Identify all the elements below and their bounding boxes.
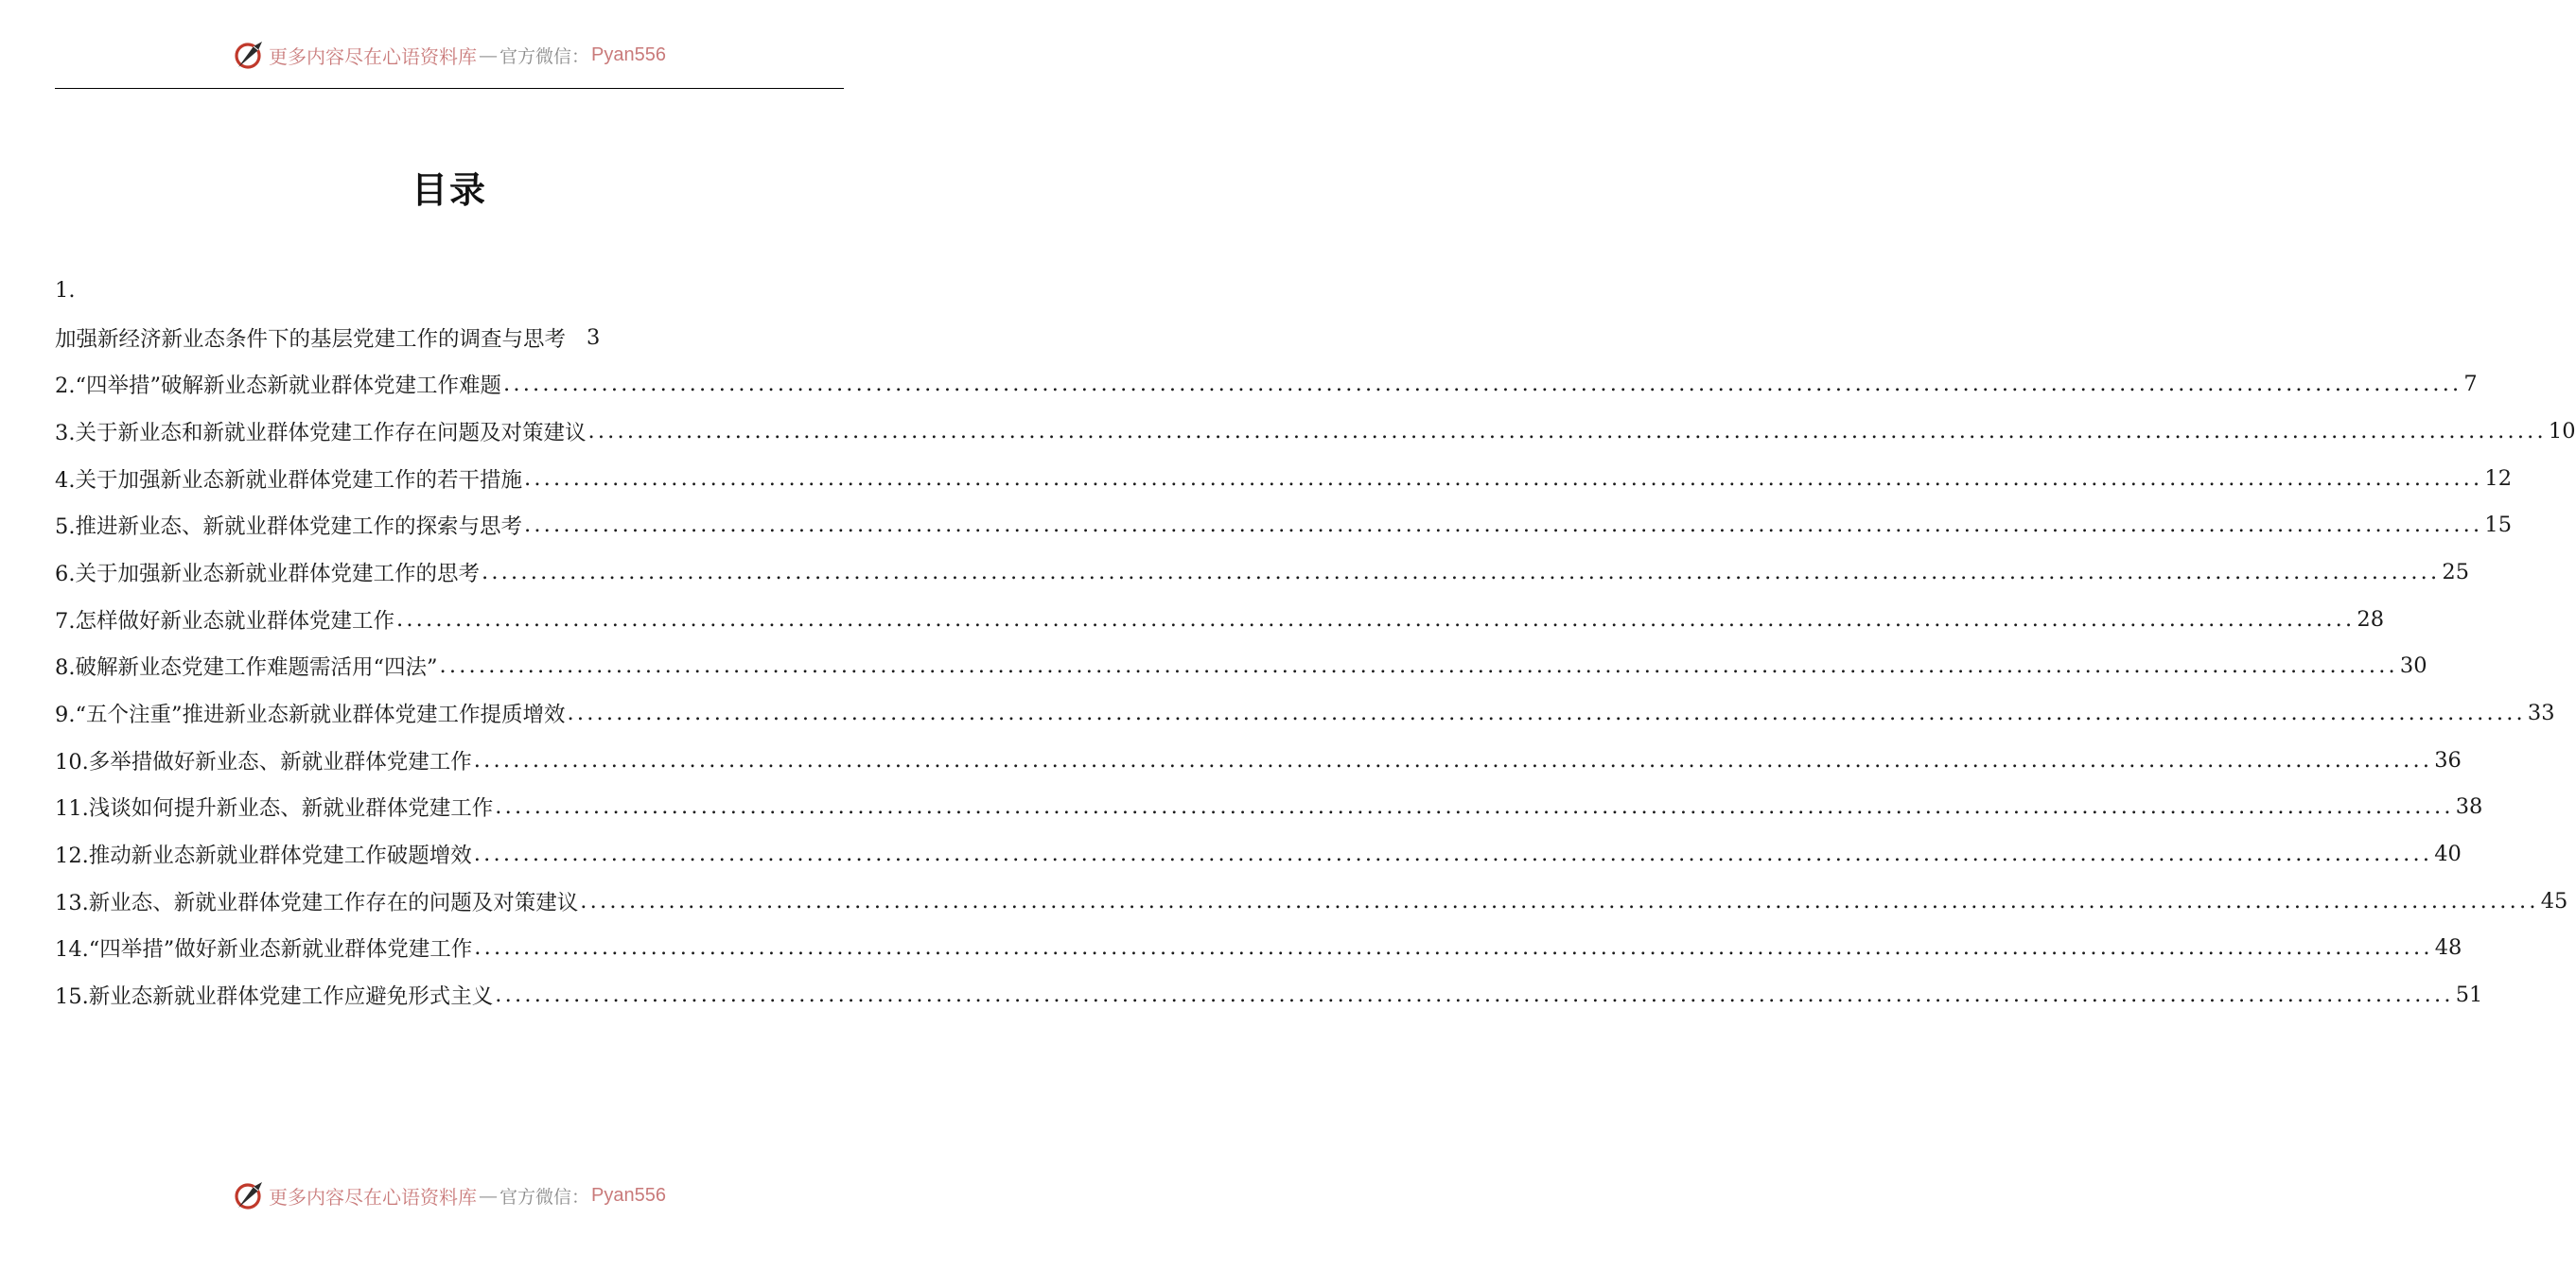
toc-entry-title: 2.“四举措”破解新业态新就业群体党建工作难题 (55, 374, 501, 399)
toc-entry[interactable] (55, 643, 2427, 690)
toc-dot-leader: ........................................................................................................................................................................................................ (439, 653, 2398, 679)
toc-dot-leader: ........................................................................................................................................................................................................ (474, 935, 2433, 961)
toc-entry-title: 15.新业态新就业群体党建工作应避免形式主义 (55, 984, 494, 1010)
toc-page-number: 15 (2484, 513, 2513, 538)
page-title: 目录 (411, 169, 487, 211)
toc-entry-title: 9.“五个注重”推进新业态新就业群体党建工作提质增效 (55, 703, 566, 728)
header-wechat-label: 官方微信： (499, 45, 590, 67)
toc-dot-leader: ........................................................................................................................................................................................................ (395, 606, 2356, 632)
toc-page-number: 10 (2548, 418, 2576, 444)
toc-entry[interactable] (55, 501, 2513, 548)
toc-entry[interactable] (55, 408, 2576, 455)
toc-entry[interactable] (55, 360, 2478, 408)
toc-entry[interactable] (55, 548, 2470, 596)
toc-entry[interactable] (55, 267, 844, 314)
toc-page-number: 7 (2463, 372, 2478, 397)
toc-entry[interactable] (55, 737, 2462, 784)
toc-page-number: 51 (2455, 983, 2483, 1008)
toc-entry-title: 12.推动新业态新就业群体党建工作破题增效 (55, 844, 472, 869)
toc-dot-leader: ........................................................................................................................................................................................................ (567, 701, 2526, 726)
toc-entry-title: 8.破解新业态党建工作难题需活用“四法” (55, 655, 438, 681)
toc-entry[interactable] (55, 878, 2568, 925)
header-wechat-id: Pyan556 (591, 44, 666, 65)
footer-wechat-label: 官方微信： (499, 1186, 590, 1208)
toc-page-number: 48 (2434, 935, 2462, 961)
toc-entry-title: 加强新经济新业态条件下的基层党建工作的调查与思考 (55, 326, 567, 352)
toc-entry-title: 13.新业态、新就业群体党建工作存在的问题及对策建议 (55, 890, 579, 915)
toc-dot-leader: ........................................................................................................................................................................................................ (587, 418, 2547, 444)
toc-dot-leader: ........................................................................................................................................................................................................ (523, 465, 2483, 491)
toc-page-number: 40 (2434, 842, 2462, 867)
toc-entry-title: 10.多举措做好新业态、新就业群体党建工作 (55, 749, 472, 775)
toc-page-number: 33 (2527, 701, 2555, 726)
toc-entry[interactable] (55, 925, 2462, 972)
toc-entry[interactable] (55, 971, 2483, 1019)
toc-dot-leader: ........................................................................................................................................................................................................ (502, 372, 2462, 397)
quill-logo-icon (233, 1179, 265, 1211)
toc-entry-title: 14.“四举措”做好新业态新就业群体党建工作 (55, 937, 473, 963)
toc-entry-title: 7.怎样做好新业态就业群体党建工作 (55, 608, 394, 634)
toc-page-number: 45 (2540, 888, 2568, 914)
footer-brand-text: 更多内容尽在心语资料库 (269, 1185, 477, 1209)
table-of-contents (55, 267, 2576, 1019)
toc-entry[interactable] (55, 830, 2462, 878)
toc-entry[interactable] (55, 314, 844, 361)
quill-logo-icon (233, 39, 265, 71)
toc-page-number: 30 (2399, 653, 2427, 679)
toc-entry-title: 5.推进新业态、新就业群体党建工作的探索与思考 (55, 514, 522, 540)
toc-dot-leader: ........................................................................................................................................................................................................ (473, 842, 2433, 867)
toc-page-number: 36 (2434, 747, 2462, 773)
toc-page-number: 38 (2455, 794, 2483, 820)
header-divider (55, 88, 844, 89)
footer-banner (0, 1176, 899, 1214)
toc-page-number: 12 (2484, 465, 2513, 491)
toc-page-number: 3 (587, 324, 601, 350)
toc-dot-leader: ........................................................................................................................................................................................................ (481, 559, 2441, 584)
header-brand-text: 更多内容尽在心语资料库 (269, 44, 477, 68)
header-separator: — (479, 44, 498, 66)
toc-dot-leader: ........................................................................................................................................................................................................ (523, 513, 2483, 538)
toc-entry[interactable] (55, 689, 2555, 737)
toc-entry[interactable] (55, 596, 2385, 643)
toc-dot-leader: ........................................................................................................................................................................................................ (580, 888, 2539, 914)
toc-entry-title: 1. (55, 277, 76, 303)
toc-entry-title: 11.浅谈如何提升新业态、新就业群体党建工作 (55, 796, 494, 822)
toc-entry[interactable] (55, 455, 2513, 502)
toc-dot-leader: ........................................................................................................................................................................................................ (473, 747, 2433, 773)
toc-entry-title: 4.关于加强新业态新就业群体党建工作的若干措施 (55, 467, 522, 493)
footer-separator: — (479, 1184, 498, 1207)
toc-page-number: 25 (2442, 559, 2470, 584)
toc-entry[interactable] (55, 784, 2483, 831)
toc-entry-title: 6.关于加强新业态新就业群体党建工作的思考 (55, 561, 480, 586)
toc-entry-title: 3.关于新业态和新就业群体党建工作存在问题及对策建议 (55, 420, 587, 445)
toc-dot-leader: ........................................................................................................................................................................................................ (495, 983, 2454, 1008)
toc-dot-leader: ........................................................................................................................................................................................................ (495, 794, 2454, 820)
toc-page-number: 28 (2357, 606, 2385, 632)
header-banner (0, 36, 899, 74)
footer-wechat-id: Pyan556 (591, 1184, 666, 1206)
